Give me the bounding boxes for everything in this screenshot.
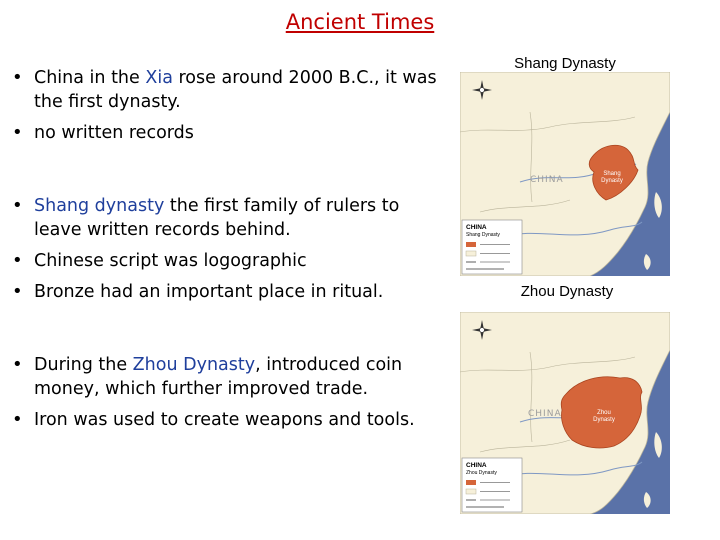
slide-title: Ancient Times xyxy=(285,10,435,34)
legend-subtitle: Shang Dynasty xyxy=(466,232,500,238)
bullet-item: • Bronze had an important place in ritual. xyxy=(12,280,450,304)
shang-map-image xyxy=(460,72,670,276)
zhou-map-caption: Zhou Dynasty xyxy=(520,283,614,300)
bullet-list-xia xyxy=(12,66,450,152)
bullet-list-zhou xyxy=(12,353,450,439)
bullet-item: • Chinese script was logographic xyxy=(12,249,450,273)
zhou-map-image xyxy=(460,312,670,514)
map-legend xyxy=(462,458,522,512)
map-region-label: Dynasty xyxy=(593,417,615,423)
map-region-label: Zhou xyxy=(597,410,611,416)
bullet-item: • China in the Xia rose around 2000 B.C., it was the first dynasty. xyxy=(12,66,450,114)
bullet-item: • no written records xyxy=(12,121,450,145)
bullet-item: • During the Zhou Dynasty, introduced coin money, which further improved trade. xyxy=(12,353,450,401)
legend-title: CHINA xyxy=(466,224,487,231)
zhou-dynasty-map xyxy=(460,312,670,514)
legend-title: CHINA xyxy=(466,462,487,469)
bullet-item: • Shang dynasty the first family of rulers to leave written records behind. xyxy=(12,194,450,242)
map-legend xyxy=(462,220,522,274)
legend-subtitle: Zhou Dynasty xyxy=(466,470,497,476)
map-region-label: Dynasty xyxy=(601,178,623,184)
bullet-list-shang xyxy=(12,194,450,311)
map-country-label: CHINA xyxy=(528,409,562,419)
shang-map-caption: Shang Dynasty xyxy=(514,55,616,72)
shang-dynasty-map xyxy=(460,72,670,276)
map-region-label: Shang xyxy=(603,171,621,177)
map-country-label: CHINA xyxy=(530,175,564,185)
bullet-item: • Iron was used to create weapons and tools. xyxy=(12,408,450,432)
